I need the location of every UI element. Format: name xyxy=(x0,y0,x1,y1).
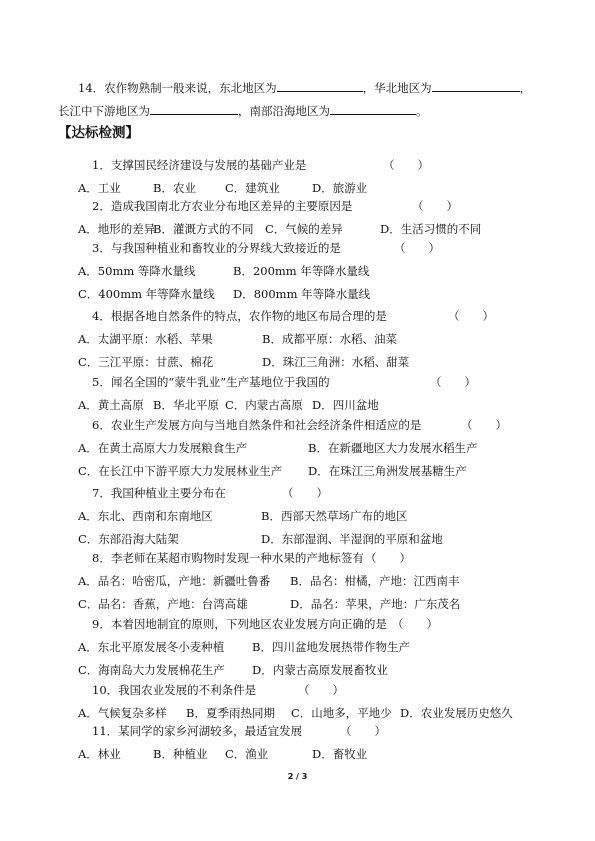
option-d: D．东部湿润、半湿润的平原和盆地 xyxy=(261,532,443,546)
option-d: D．珠江三角洲：水稻、甜菜 xyxy=(262,355,410,369)
option-d: D．旅游业 xyxy=(312,181,368,195)
q14-line-1 xyxy=(78,80,531,95)
question-stem-text: 4．根据各地自然条件的特点，农作物的地区布局合理的是 xyxy=(92,309,387,323)
answer-parentheses[interactable]: （ ） xyxy=(461,418,507,432)
q14-blank-south-coast xyxy=(330,103,416,115)
q14-text: ，华北地区为 xyxy=(362,81,432,95)
option-b: B．在新疆地区大力发展水稻生产 xyxy=(308,441,478,455)
option-a: A．东北平原发展冬小麦种植 xyxy=(78,640,225,654)
answer-parentheses[interactable]: （ ） xyxy=(365,551,411,565)
question-stem xyxy=(92,241,341,255)
answer-parentheses[interactable]: （ ） xyxy=(282,486,328,500)
option-c: C．三江平原：甘蔗、棉花 xyxy=(78,355,214,369)
answer-parentheses[interactable]: （ ） xyxy=(383,158,429,172)
option-d: D．在珠江三角洲发展基糖生产 xyxy=(308,464,467,478)
option-c: C．建筑业 xyxy=(225,181,280,195)
answer-parentheses[interactable]: （ ） xyxy=(394,241,440,255)
question-stem-text: 1．支撑国民经济建设与发展的基础产业是 xyxy=(92,158,307,172)
option-d: D．畜牧业 xyxy=(312,747,368,761)
q14-text: 14．农作物熟制一般来说，东北地区为 xyxy=(78,81,277,95)
q14-text: 。 xyxy=(416,104,428,118)
option-c: C．在长江中下游平原大力发展林业生产 xyxy=(78,464,283,478)
option-b: B．成都平原：水稻、油菜 xyxy=(262,332,397,346)
question-stem-text: 5．闻名全国的“蒙牛乳业”生产基地位于我国的 xyxy=(92,375,330,389)
answer-parentheses[interactable]: （ ） xyxy=(412,199,458,213)
answer-parentheses[interactable]: （ ） xyxy=(392,617,438,631)
option-a: A．黄土高原 xyxy=(78,398,144,412)
question-stem xyxy=(92,418,421,432)
answer-parentheses[interactable]: （ ） xyxy=(448,309,494,323)
option-b: B．农业 xyxy=(153,181,196,195)
option-a: A．地形的差异 xyxy=(78,222,156,236)
question-stem xyxy=(92,199,352,213)
q14-blank-yangtze xyxy=(150,103,238,115)
option-c: C．品名：香蕉，产地：台湾高雄 xyxy=(78,597,248,611)
question-stem-text: 7．我国种植业主要分布在 xyxy=(92,486,226,500)
q14-text: ，南部沿海地区为 xyxy=(238,104,330,118)
option-c: C．山地多，平地少 xyxy=(291,706,392,720)
question-stem-text: 2．造成我国南北方农业分布地区差异的主要原因是 xyxy=(92,199,353,213)
option-c: C．海南岛大力发展棉花生产 xyxy=(78,663,225,677)
option-d: D．农业发展历史悠久 xyxy=(400,706,513,720)
answer-parentheses[interactable]: （ ） xyxy=(430,375,476,389)
option-d: D．生活习惯的不同 xyxy=(380,222,482,236)
option-c: C．东部沿海大陆架 xyxy=(78,532,179,546)
question-stem xyxy=(92,551,364,565)
option-b: B．灌溉方式的不同 xyxy=(153,222,254,236)
question-stem-text: 8．李老师在某超市购物时发现一种水果的产地标签有 xyxy=(92,551,364,565)
q14-blank-north-china xyxy=(432,80,520,92)
option-b: B．200mm 年等降水量线 xyxy=(233,264,370,278)
answer-parentheses[interactable]: （ ） xyxy=(298,683,344,697)
option-b: B．四川盆地发展热带作物生产 xyxy=(252,640,410,654)
question-stem-text: 6．农业生产发展方向与当地自然条件和社会经济条件相适应的是 xyxy=(92,418,422,432)
option-d: D．品名：苹果，产地：广东茂名 xyxy=(290,597,461,611)
option-c: C．内蒙古高原 xyxy=(225,398,303,412)
option-d: D．800mm 年等降水量线 xyxy=(233,287,371,301)
option-a: A．在黄土高原大力发展粮食生产 xyxy=(78,441,248,455)
option-a: A．林业 xyxy=(78,747,121,761)
option-b: B．西部天然草场广布的地区 xyxy=(261,509,408,523)
option-b: B．夏季雨热同期 xyxy=(186,706,275,720)
option-d: D．内蒙古高原发展畜牧业 xyxy=(252,663,388,677)
question-stem xyxy=(92,617,387,631)
question-stem-text: 3．与我国种植业和畜牧业的分界线大致接近的是 xyxy=(92,241,341,255)
q14-text: ， xyxy=(519,81,532,95)
option-a: A．气候复杂多样 xyxy=(78,706,167,720)
option-a: A．太湖平原：水稻、苹果 xyxy=(78,332,213,346)
option-b: B．品名：柑橘，产地：江西南丰 xyxy=(290,574,460,588)
question-stem xyxy=(92,375,330,389)
question-stem-text: 9．本着因地制宜的原则，下列地区农业发展方向正确的是 xyxy=(92,617,387,631)
option-b: B．种植业 xyxy=(153,747,208,761)
question-stem xyxy=(92,309,387,323)
option-c: C．气候的差异 xyxy=(265,222,343,236)
option-a: A．品名：哈密瓜，产地：新疆吐鲁番 xyxy=(78,574,271,588)
option-a: A．50mm 等降水量线 xyxy=(78,264,196,278)
section-title: 【达标检测】 xyxy=(58,125,139,141)
question-stem xyxy=(92,724,302,738)
q14-line-2 xyxy=(58,103,428,118)
option-b: B．华北平原 xyxy=(153,398,219,412)
q14-text: 长江中下游地区为 xyxy=(58,104,150,118)
q14-blank-northeast xyxy=(277,80,363,92)
question-stem xyxy=(92,158,306,172)
option-d: D．四川盆地 xyxy=(312,398,379,412)
question-stem xyxy=(92,486,226,500)
question-stem-text: 11．某同学的家乡河湖较多，最适宜发展 xyxy=(92,724,303,738)
question-stem-text: 10．我国农业发展的不利条件是 xyxy=(92,683,257,697)
page-number: 2 / 3 xyxy=(287,772,308,781)
option-c: C．400mm 年等降水量线 xyxy=(78,287,215,301)
option-a: A．工业 xyxy=(78,181,121,195)
question-stem xyxy=(92,683,256,697)
option-c: C．渔业 xyxy=(225,747,269,761)
option-a: A．东北、西南和东南地区 xyxy=(78,509,213,523)
answer-parentheses[interactable]: （ ） xyxy=(340,724,386,738)
